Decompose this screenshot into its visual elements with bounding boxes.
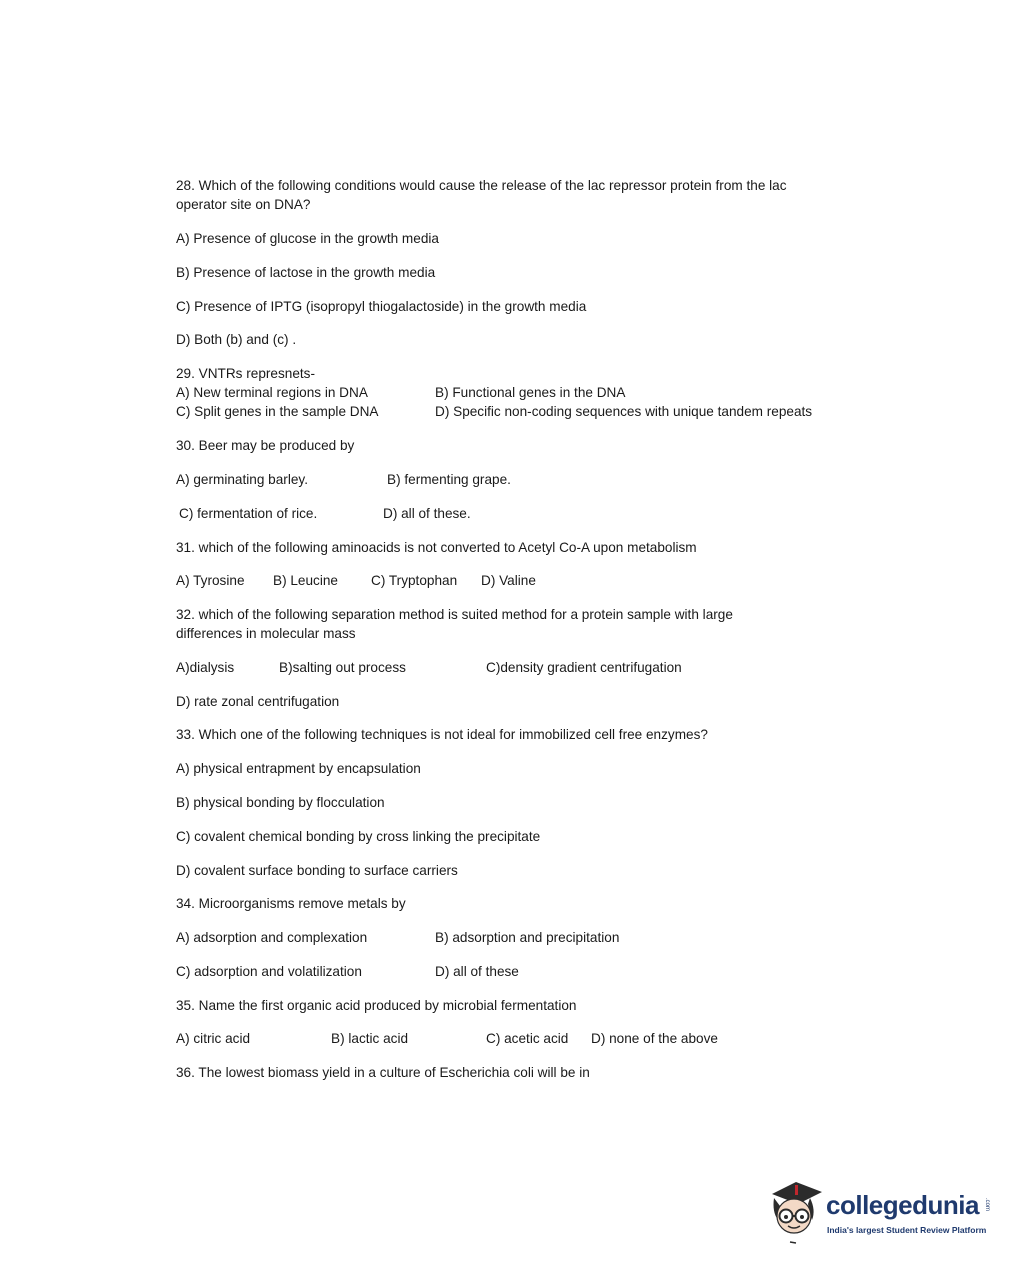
q34-option-c: C) adsorption and volatilization bbox=[176, 964, 362, 979]
q34-option-b: B) adsorption and precipitation bbox=[435, 930, 620, 945]
q32-text-line1: 32. which of the following separation method is suited method for a protein sample with large bbox=[176, 607, 733, 622]
q29-option-a: A) New terminal regions in DNA bbox=[176, 385, 368, 400]
q33-option-b: B) physical bonding by flocculation bbox=[176, 795, 385, 810]
q32-option-d: D) rate zonal centrifugation bbox=[176, 694, 340, 709]
q29-option-d: D) Specific non-coding sequences with unique tandem repeats bbox=[435, 404, 813, 419]
logo-tagline: India's largest Student Review Platform bbox=[827, 1225, 987, 1235]
q35-option-d: D) none of the above bbox=[591, 1031, 718, 1046]
q28-option-d: D) Both (b) and (c) . bbox=[176, 332, 297, 347]
q30-option-a: A) germinating barley. bbox=[176, 472, 308, 487]
q35-text: 35. Name the first organic acid produced by microbial fermentation bbox=[176, 998, 577, 1013]
q29-option-b: B) Functional genes in the DNA bbox=[435, 385, 626, 400]
q30-option-d: D) all of these. bbox=[383, 506, 471, 521]
logo-com: .com bbox=[984, 1198, 990, 1212]
q30-option-b: B) fermenting grape. bbox=[387, 472, 511, 487]
q31-text: 31. which of the following aminoacids is not converted to Acetyl Co-A upon metabolism bbox=[176, 540, 697, 555]
mascot-icon bbox=[766, 1176, 824, 1246]
q30-option-c: C) fermentation of rice. bbox=[179, 506, 318, 521]
q32-option-c: C)density gradient centrifugation bbox=[486, 660, 682, 675]
q29-text: 29. VNTRs represnets- bbox=[176, 366, 316, 381]
q33-option-d: D) covalent surface bonding to surface carriers bbox=[176, 863, 458, 878]
q31-option-b: B) Leucine bbox=[273, 573, 338, 588]
q36-text: 36. The lowest biomass yield in a culture of Escherichia coli will be in bbox=[176, 1065, 590, 1080]
q35-option-c: C) acetic acid bbox=[486, 1031, 569, 1046]
q34-option-d: D) all of these bbox=[435, 964, 519, 979]
q28-option-a: A) Presence of glucose in the growth media bbox=[176, 231, 439, 246]
q35-option-b: B) lactic acid bbox=[331, 1031, 409, 1046]
logo-wordmark: collegedunia bbox=[826, 1190, 979, 1220]
q28-text-line1: 28. Which of the following conditions would cause the release of the lac repressor protein from the lac bbox=[176, 178, 787, 193]
q33-text: 33. Which one of the following techniques is not ideal for immobilized cell free enzymes? bbox=[176, 727, 708, 742]
q34-option-a: A) adsorption and complexation bbox=[176, 930, 368, 945]
collegedunia-logo bbox=[766, 1176, 996, 1246]
q33-option-c: C) covalent chemical bonding by cross linking the precipitate bbox=[176, 829, 541, 844]
q31-option-c: C) Tryptophan bbox=[371, 573, 458, 588]
q28-text-line2: operator site on DNA? bbox=[176, 197, 311, 212]
q28-option-b: B) Presence of lactose in the growth media bbox=[176, 265, 436, 280]
q31-option-d: D) Valine bbox=[481, 573, 536, 588]
q32-option-a: A)dialysis bbox=[176, 660, 235, 675]
q31-option-a: A) Tyrosine bbox=[176, 573, 245, 588]
q30-text: 30. Beer may be produced by bbox=[176, 438, 355, 453]
q32-text-line2: differences in molecular mass bbox=[176, 626, 356, 641]
q33-option-a: A) physical entrapment by encapsulation bbox=[176, 761, 421, 776]
q28-option-c: C) Presence of IPTG (isopropyl thiogalactoside) in the growth media bbox=[176, 299, 587, 314]
q29-option-c: C) Split genes in the sample DNA bbox=[176, 404, 379, 419]
q34-text: 34. Microorganisms remove metals by bbox=[176, 896, 406, 911]
q35-option-a: A) citric acid bbox=[176, 1031, 251, 1046]
q32-option-b: B)salting out process bbox=[279, 660, 406, 675]
